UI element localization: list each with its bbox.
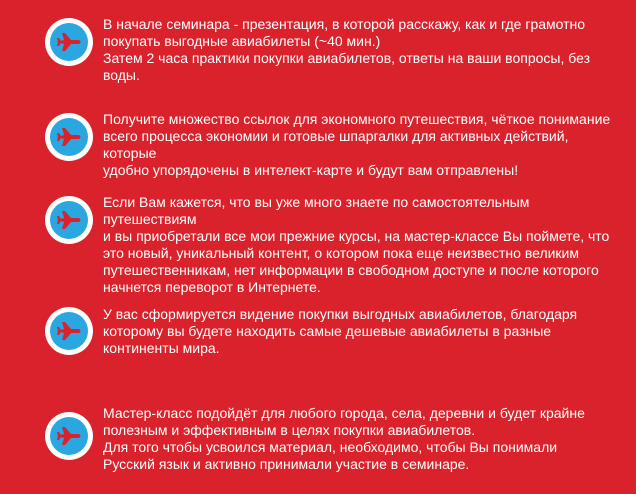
feature-text xyxy=(103,306,623,357)
feature-text-line: континенты мира. xyxy=(103,340,220,356)
airplane-icon xyxy=(50,312,88,350)
feature-text-line: У вас сформируется видение покупки выгодных авиабилетов, благодаря xyxy=(103,306,578,322)
feature-text-line: Если Вам кажется, что вы уже много знаете по самостоятельным путешествиям xyxy=(103,194,530,227)
feature-text xyxy=(103,194,623,296)
feature-text-line: В начале семинара - презентация, в которой расскажу, как и где грамотно xyxy=(103,16,586,32)
airplane-badge xyxy=(45,196,93,244)
feature-text xyxy=(103,405,623,473)
feature-text-line: Для того чтобы усвоился материал, необходимо, чтобы Вы понимали xyxy=(103,439,558,455)
feature-text xyxy=(103,16,623,84)
airplane-icon xyxy=(50,417,88,455)
feature-text-line: покупать выгодные авиабилеты (~40 мин.) xyxy=(103,33,381,49)
feature-text-line: и вы приобретали все мои прежние курсы, на мастер-классе Вы поймете, что xyxy=(103,228,610,244)
feature-text-line: полезным и эффективным в целях покупки авиабилетов. xyxy=(103,422,476,438)
feature-text-line: которому вы будете находить самые дешевые авиабилеты в разные xyxy=(103,323,552,339)
feature-text-line: удобно упорядочены в интелект-карте и будут вам отправлены! xyxy=(103,162,519,178)
feature-text-line: это новый, уникальный контент, о котором пока еще неизвестно великим xyxy=(103,245,579,261)
feature-text-line: Мастер-класс подойдёт для любого города, села, деревни и будет крайне xyxy=(103,405,585,421)
airplane-icon xyxy=(50,118,88,156)
airplane-icon xyxy=(50,201,88,239)
airplane-icon xyxy=(50,23,88,61)
airplane-badge xyxy=(45,412,93,460)
feature-text-line: Затем 2 часа практики покупки авиабилетов, ответы на ваши вопросы, без xyxy=(103,50,590,66)
feature-text-line: путешественникам, нет информации в свободном доступе и после которого xyxy=(103,262,599,278)
feature-text-line: воды. xyxy=(103,67,140,83)
feature-text-line: начнется переворот в Интернете. xyxy=(103,279,321,295)
airplane-badge xyxy=(45,18,93,66)
feature-text-line: Получите множество ссылок для экономного путешествия, чёткое понимание xyxy=(103,111,611,127)
airplane-badge xyxy=(45,307,93,355)
airplane-badge xyxy=(45,113,93,161)
feature-text-line: Русский язык и активно принимали участие в семинаре. xyxy=(103,456,470,472)
feature-text xyxy=(103,111,623,179)
feature-text-line: всего процесса экономии и готовые шпаргалки для активных действий, которые xyxy=(103,128,569,161)
